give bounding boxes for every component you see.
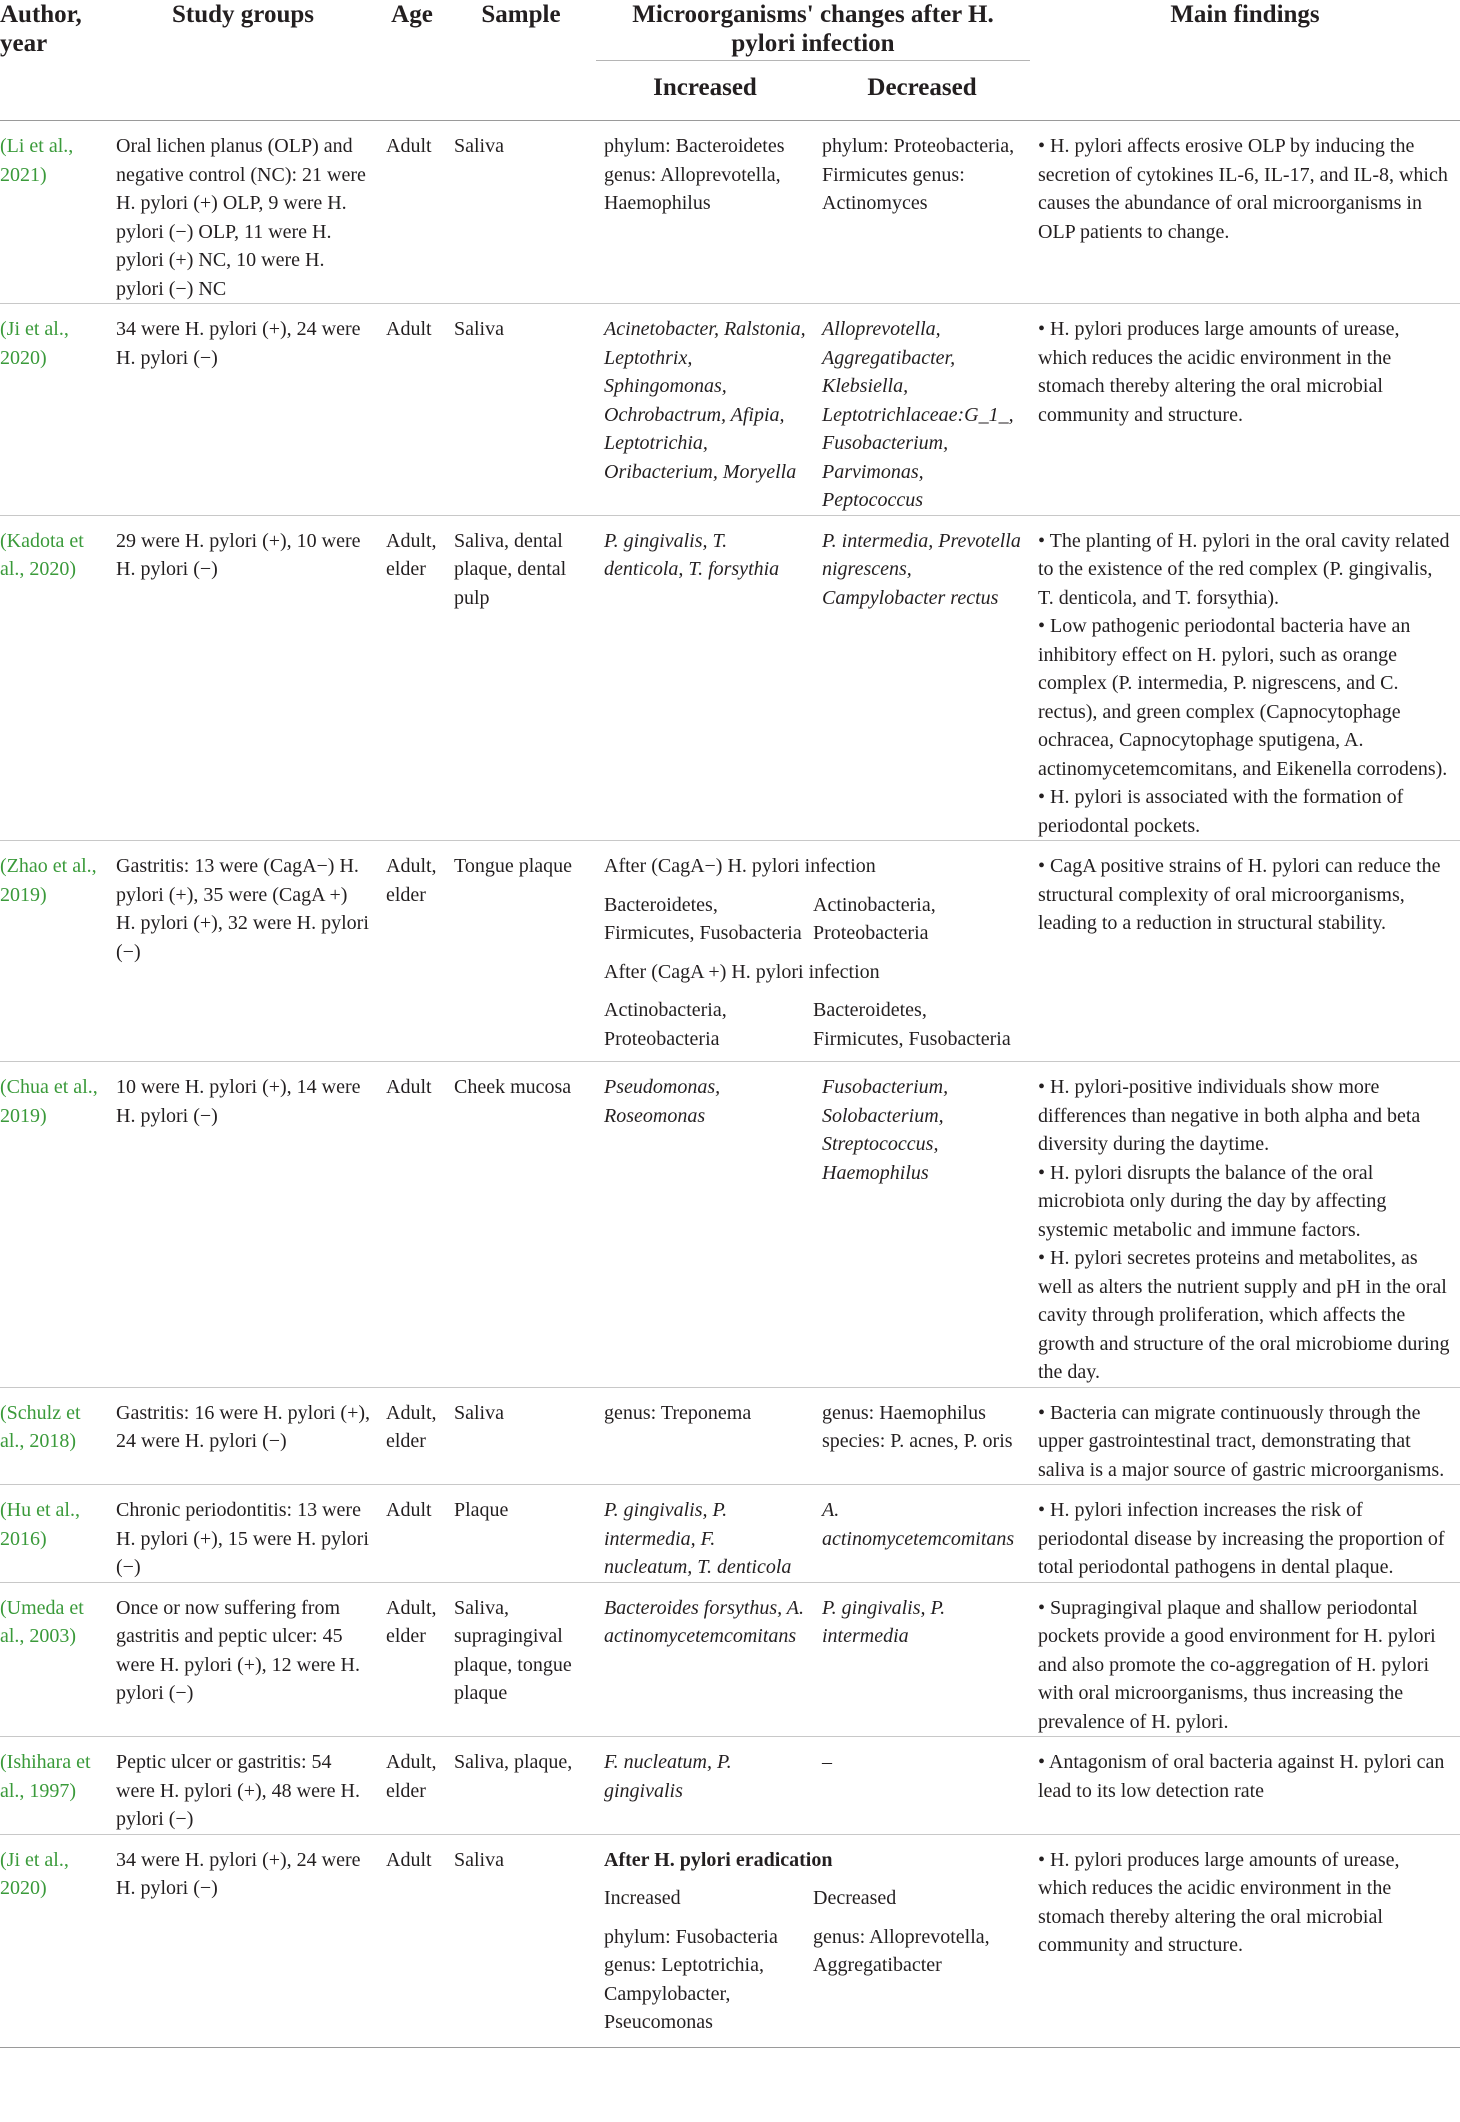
sample-cell: Cheek mucosa	[454, 1076, 572, 1098]
header-main-findings: Main findings	[1170, 1, 1320, 28]
sample-cell: Tongue plaque	[454, 855, 573, 877]
decreased-value: genus: Alloprevotella, Aggregatibacter	[813, 1925, 990, 1976]
increased-cell: P. gingivalis, P. intermedia, F. nucleatum, T. denticola	[604, 1499, 792, 1578]
subgroup-values	[604, 1923, 1022, 2037]
decreased-cell: genus: Haemophilus species: P. acnes, P. oris	[822, 1401, 1013, 1452]
finding-text: • H. pylori affects erosive OLP by inducing the secretion of cytokines IL-6, IL-17, and IL-8, which causes the abundance of oral microorganisms in OLP patients to change.	[1038, 135, 1448, 243]
finding-text: • H. pylori is associated with the formation of periodontal pockets.	[1038, 786, 1404, 837]
study-groups-cell: Oral lichen planus (OLP) and negative control (NC): 21 were H. pylori (+) OLP, 9 were H. pylori (−) OLP, 11 were H. pylori (+) NC, 10 were H. pylori (−) NC	[116, 135, 366, 300]
increased-value: Bacteroidetes, Firmicutes, Fusobacteria	[604, 893, 802, 944]
table-row	[0, 1737, 1460, 1835]
study-groups-cell: Once or now suffering from gastritis and peptic ulcer: 45 were H. pylori (+), 12 were H. pylori (−)	[116, 1596, 360, 1704]
increased-label: Increased	[604, 1887, 681, 1909]
findings-cell	[1030, 1582, 1460, 1737]
author-cell[interactable]: (Li et al., 2021)	[0, 135, 74, 186]
author-cell[interactable]: (Hu et al., 2016)	[0, 1499, 80, 1550]
header-changes: Microorganisms' changes after H. pylori infection	[632, 1, 994, 57]
author-cell[interactable]: (Ishihara et al., 1997)	[0, 1751, 91, 1802]
increased-value: Actinobacteria, Proteobacteria	[604, 999, 727, 1050]
study-groups-cell: 34 were H. pylori (+), 24 were H. pylori (−)	[116, 1848, 361, 1899]
finding-text: • H. pylori produces large amounts of urease, which reduces the acidic environment in the stomach thereby altering the oral microbial community and structure.	[1038, 1848, 1400, 1956]
age-cell: Adult	[386, 1848, 432, 1871]
increased-cell: Pseudomonas, Roseomonas	[604, 1076, 721, 1127]
author-cell[interactable]: (Kadota et al., 2020)	[0, 529, 84, 580]
table-row	[0, 121, 1460, 304]
subgroup-values	[604, 996, 1022, 1053]
decreased-value: Bacteroidetes, Firmicutes, Fusobacteria	[813, 999, 1011, 1050]
study-groups-cell: 29 were H. pylori (+), 10 were H. pylori (−)	[116, 529, 361, 580]
sample-cell: Saliva	[454, 1401, 504, 1424]
decreased-cell: A. actinomycetemcomitans	[822, 1499, 1015, 1550]
table-row	[0, 1062, 1460, 1388]
study-groups-cell: 10 were H. pylori (+), 14 were H. pylori (−)	[116, 1076, 361, 1127]
table-row	[0, 515, 1460, 841]
increased-cell: genus: Treponema	[604, 1401, 752, 1424]
findings-cell	[1030, 1062, 1460, 1388]
findings-cell	[1030, 1834, 1460, 2047]
sample-cell: Saliva, plaque,	[454, 1751, 573, 1773]
age-cell: Adult	[386, 1076, 432, 1098]
author-cell[interactable]: (Ji et al., 2020)	[0, 1848, 69, 1899]
finding-text: • Bacteria can migrate continuously through the upper gastrointestinal tract, demonstrating that saliva is a major source of gastric microorganisms.	[1038, 1401, 1445, 1481]
table-row	[0, 1485, 1460, 1583]
increased-value: phylum: Fusobacteria genus: Leptotrichia, Campylobacter, Pseucomonas	[604, 1925, 778, 2033]
table-row	[0, 1387, 1460, 1485]
finding-text: • Supragingival plaque and shallow periodontal pockets provide a good environment for H. pylori and also promote the co-aggregation of H. pylori with oral microorganisms, thus increasing the prevalence of H. pylori.	[1038, 1596, 1436, 1733]
increased-cell: phylum: Bacteroidetes genus: Alloprevotella, Haemophilus	[604, 135, 785, 214]
findings-cell	[1030, 841, 1460, 1062]
finding-text: • H. pylori disrupts the balance of the oral microbiota only during the day by affecting systemic metabolic and immune factors.	[1038, 1161, 1387, 1241]
decreased-cell: Fusobacterium, Solobacterium, Streptococcus, Haemophilus	[822, 1076, 949, 1184]
subgroup-label: After H. pylori eradication	[604, 1848, 833, 1871]
findings-cell	[1030, 1737, 1460, 1835]
changes-cell	[596, 1834, 1030, 2047]
changes-cell	[596, 841, 1030, 1062]
study-groups-cell: Gastritis: 16 were H. pylori (+), 24 were H. pylori (−)	[116, 1401, 371, 1452]
study-groups-cell: Chronic periodontitis: 13 were H. pylori (+), 15 were H. pylori (−)	[116, 1499, 369, 1578]
sample-cell: Saliva, dental plaque, dental pulp	[454, 529, 567, 609]
decreased-cell: P. intermedia, Prevotella nigrescens, Campylobacter rectus	[822, 529, 1021, 609]
findings-cell	[1030, 515, 1460, 841]
finding-text: • Antagonism of oral bacteria against H. pylori can lead to its low detection rate	[1038, 1751, 1445, 1802]
sample-cell: Plaque	[454, 1499, 509, 1521]
findings-cell	[1030, 1387, 1460, 1485]
findings-cell	[1030, 121, 1460, 304]
increased-cell: Bacteroides forsythus, A. actinomycetemcomitans	[604, 1596, 804, 1647]
sample-cell: Saliva	[454, 135, 504, 157]
increased-cell: F. nucleatum, P. gingivalis	[604, 1751, 732, 1802]
subgroup-headers	[604, 1884, 1022, 1913]
author-cell[interactable]: (Chua et al., 2019)	[0, 1076, 98, 1127]
decreased-cell: Alloprevotella, Aggregatibacter, Klebsiella, Leptotrichlaceae:G_1_, Fusobacterium, Parvimonas, Peptococcus	[822, 318, 1014, 511]
findings-cell	[1030, 1485, 1460, 1583]
decreased-cell: P. gingivalis, P. intermedia	[822, 1596, 946, 1647]
age-cell: Adult, elder	[386, 529, 437, 580]
author-cell[interactable]: (Zhao et al., 2019)	[0, 855, 97, 906]
age-cell: Adult	[386, 318, 432, 340]
decreased-cell: –	[822, 1751, 832, 1773]
author-cell[interactable]: (Schulz et al., 2018)	[0, 1401, 81, 1452]
header-study-groups: Study groups	[172, 1, 314, 28]
finding-text: • H. pylori produces large amounts of urease, which reduces the acidic environment in the stomach thereby altering the oral microbial community and structure.	[1038, 318, 1400, 426]
finding-text: • CagA positive strains of H. pylori can reduce the structural complexity of oral microorganisms, leading to a reduction in structural stability.	[1038, 855, 1441, 934]
finding-text: • The planting of H. pylori in the oral cavity related to the existence of the red complex (P. gingivalis, T. denticola, and T. forsythia).	[1038, 529, 1450, 609]
subgroup-label: After (CagA +) H. pylori infection	[604, 960, 880, 983]
age-cell: Adult	[386, 135, 432, 157]
sample-cell: Saliva	[454, 1848, 504, 1871]
study-groups-cell: Gastritis: 13 were (CagA−) H. pylori (+), 35 were (CagA +) H. pylori (+), 32 were H. pylori (−)	[116, 855, 369, 963]
age-cell: Adult, elder	[386, 1596, 437, 1647]
author-cell[interactable]: (Umeda et al., 2003)	[0, 1596, 84, 1647]
header-age: Age	[391, 1, 433, 28]
header-sample: Sample	[481, 1, 561, 28]
finding-text: • Low pathogenic periodontal bacteria have an inhibitory effect on H. pylori, such as orange complex (P. intermedia, P. nigrescens, and C. rectus), and green complex (Capnocytophage ochracea, Capnocytophage sputigena, A. actinomycetemcomitans, and Eikenella corrodens).	[1038, 615, 1448, 780]
header-author-year: Author, year	[0, 1, 82, 57]
age-cell: Adult	[386, 1499, 432, 1521]
table-row	[0, 1834, 1460, 2047]
findings-cell	[1030, 304, 1460, 516]
age-cell: Adult, elder	[386, 855, 437, 906]
sample-cell: Saliva	[454, 318, 504, 340]
finding-text: • H. pylori infection increases the risk of periodontal disease by increasing the proportion of total periodontal pathogens in dental plaque.	[1038, 1499, 1445, 1578]
age-cell: Adult, elder	[386, 1751, 437, 1802]
subgroup-values	[604, 891, 1022, 948]
sample-cell: Saliva, supragingival plaque, tongue plaque	[454, 1596, 572, 1704]
author-cell[interactable]: (Ji et al., 2020)	[0, 318, 69, 369]
subgroup-label: After (CagA−) H. pylori infection	[604, 855, 876, 877]
table-row	[0, 304, 1460, 516]
study-groups-cell: 34 were H. pylori (+), 24 were H. pylori (−)	[116, 318, 361, 369]
age-cell: Adult, elder	[386, 1401, 437, 1452]
increased-cell: P. gingivalis, T. denticola, T. forsythia	[604, 529, 780, 580]
decreased-value: Actinobacteria, Proteobacteria	[813, 893, 936, 944]
decreased-cell: phylum: Proteobacteria, Firmicutes genus: Actinomyces	[822, 135, 1015, 214]
header-increased: Increased	[596, 61, 814, 121]
table-row	[0, 1582, 1460, 1737]
study-groups-cell: Peptic ulcer or gastritis: 54 were H. pylori (+), 48 were H. pylori (−)	[116, 1751, 360, 1830]
finding-text: • H. pylori secretes proteins and metabolites, as well as alters the nutrient supply and pH in the oral cavity through proliferation, which affects the growth and structure of the oral microbiome during the day.	[1038, 1247, 1450, 1383]
table-row	[0, 841, 1460, 1062]
finding-text: • H. pylori-positive individuals show more differences than negative in both alpha and beta diversity during the daytime.	[1038, 1076, 1421, 1155]
increased-cell: Acinetobacter, Ralstonia, Leptothrix, Sphingomonas, Ochrobactrum, Afipia, Leptotrichia, Oribacterium, Moryella	[604, 318, 806, 483]
header-decreased: Decreased	[814, 61, 1030, 121]
decreased-label: Decreased	[813, 1887, 897, 1909]
